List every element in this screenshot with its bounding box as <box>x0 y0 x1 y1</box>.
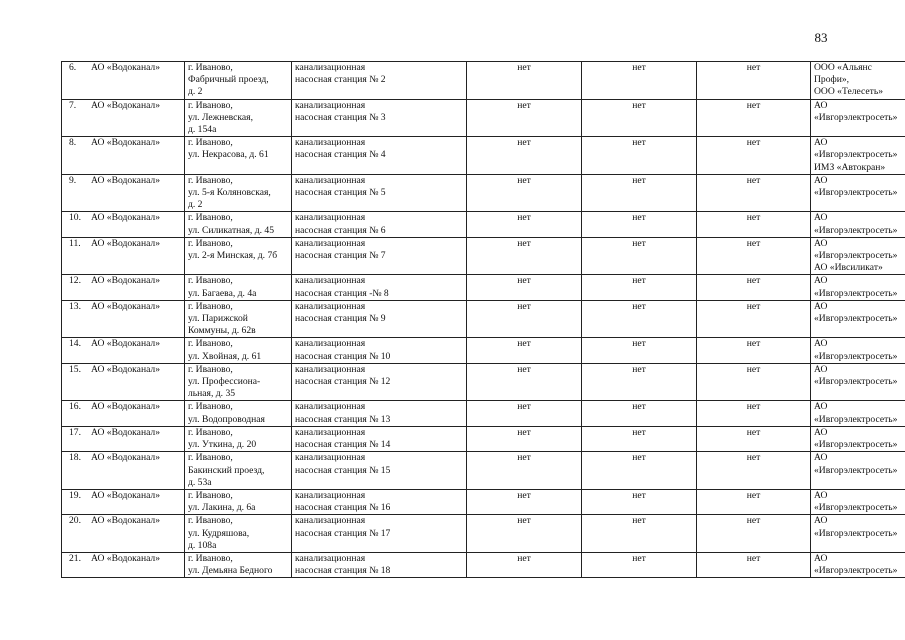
organization-cell-line: АО «Ивсиликат» <box>814 262 883 274</box>
organization-cell-line: АО <box>814 489 828 501</box>
row-number: 16. <box>69 401 81 413</box>
owner-name: АО «Водоканал» <box>91 552 161 564</box>
owner-name: АО «Водоканал» <box>91 515 161 527</box>
object-cell-line: канализационная <box>295 99 366 111</box>
organization-cell-line: «Ивгорэлектросеть» <box>814 287 898 299</box>
value-cell-2: нет <box>582 237 697 275</box>
object-cell-line: канализационная <box>295 300 366 312</box>
object-cell-line: насосная станция № 3 <box>295 111 386 123</box>
address-cell <box>185 452 292 490</box>
organization-cell-line: АО <box>814 300 828 312</box>
object-cell-line: канализационная <box>295 552 366 564</box>
value-cell-1: нет <box>467 426 582 451</box>
value-cell-1: нет <box>467 237 582 275</box>
organization-cell-line: «Ивгорэлектросеть» <box>814 350 898 362</box>
table-row <box>62 363 905 401</box>
organization-cell <box>811 401 905 426</box>
address-cell-line: ул. Профессиона- <box>188 376 261 388</box>
value-cell-3: нет <box>697 338 811 363</box>
table-row <box>62 426 905 451</box>
row-number: 12. <box>69 275 81 287</box>
stations-table <box>61 61 905 578</box>
organization-cell <box>811 237 905 275</box>
table-row <box>62 137 905 175</box>
owner-cell <box>62 426 185 451</box>
organization-cell-line: АО <box>814 99 828 111</box>
address-cell-line: льная, д. 35 <box>188 388 236 400</box>
value-cell-3: нет <box>697 137 811 175</box>
value-cell-3: нет <box>697 515 811 553</box>
address-cell-line: д. 2 <box>188 199 203 211</box>
organization-cell-line: АО <box>814 212 828 224</box>
organization-cell-line: «Ивгорэлектросеть» <box>814 413 898 425</box>
table-body <box>62 62 905 578</box>
address-cell-line: Фабричный проезд, <box>188 74 269 86</box>
address-cell <box>185 338 292 363</box>
value-cell-2: нет <box>582 300 697 338</box>
organization-cell <box>811 275 905 300</box>
organization-cell-line: Профи», <box>814 74 850 86</box>
address-cell-line: г. Иваново, <box>188 137 233 149</box>
organization-cell <box>811 515 905 553</box>
owner-cell <box>62 552 185 577</box>
value-cell-3: нет <box>697 99 811 137</box>
owner-name: АО «Водоканал» <box>91 452 161 464</box>
value-cell-3: нет <box>697 275 811 300</box>
object-cell-line: насосная станция -№ 8 <box>295 287 389 299</box>
organization-cell <box>811 452 905 490</box>
value-cell-3: нет <box>697 237 811 275</box>
organization-cell-line: АО <box>814 426 828 438</box>
address-cell <box>185 363 292 401</box>
owner-cell <box>62 363 185 401</box>
address-cell-line: ул. Лежневская, <box>188 111 253 123</box>
table-row <box>62 275 905 300</box>
organization-cell <box>811 62 905 100</box>
object-cell <box>292 452 467 490</box>
organization-cell <box>811 552 905 577</box>
object-cell <box>292 62 467 100</box>
address-cell <box>185 99 292 137</box>
object-cell-line: канализационная <box>295 137 366 149</box>
organization-cell-line: АО <box>814 401 828 413</box>
address-cell <box>185 401 292 426</box>
owner-cell <box>62 300 185 338</box>
owner-name: АО «Водоканал» <box>91 275 161 287</box>
organization-cell-line: «Ивгорэлектросеть» <box>814 464 898 476</box>
organization-cell-line: «Ивгорэлектросеть» <box>814 376 898 388</box>
value-cell-2: нет <box>582 452 697 490</box>
object-cell-line: насосная станция № 14 <box>295 439 391 451</box>
address-cell <box>185 62 292 100</box>
organization-cell-line: ИМЗ «Автокран» <box>814 161 886 173</box>
address-cell <box>185 237 292 275</box>
address-cell-line: г. Иваново, <box>188 174 233 186</box>
address-cell-line: г. Иваново, <box>188 489 233 501</box>
owner-name: АО «Водоканал» <box>91 212 161 224</box>
object-cell-line: насосная станция № 12 <box>295 376 391 388</box>
value-cell-3: нет <box>697 300 811 338</box>
organization-cell-line: АО <box>814 275 828 287</box>
address-cell <box>185 489 292 514</box>
owner-cell <box>62 137 185 175</box>
address-cell-line: ул. Демьяна Бедного <box>188 565 273 577</box>
value-cell-1: нет <box>467 99 582 137</box>
address-cell <box>185 275 292 300</box>
table-row <box>62 300 905 338</box>
row-number: 18. <box>69 452 81 464</box>
organization-cell <box>811 489 905 514</box>
table-row <box>62 401 905 426</box>
owner-cell <box>62 237 185 275</box>
value-cell-3: нет <box>697 426 811 451</box>
organization-cell <box>811 300 905 338</box>
owner-cell <box>62 338 185 363</box>
owner-name: АО «Водоканал» <box>91 174 161 186</box>
address-cell-line: г. Иваново, <box>188 99 233 111</box>
address-cell-line: г. Иваново, <box>188 212 233 224</box>
organization-cell <box>811 137 905 175</box>
value-cell-1: нет <box>467 401 582 426</box>
address-cell-line: ул. Лакина, д. 6а <box>188 502 256 514</box>
owner-cell <box>62 515 185 553</box>
organization-cell <box>811 363 905 401</box>
value-cell-3: нет <box>697 174 811 212</box>
address-cell-line: д. 53а <box>188 476 212 488</box>
object-cell-line: канализационная <box>295 237 366 249</box>
address-cell-line: г. Иваново, <box>188 426 233 438</box>
value-cell-3: нет <box>697 401 811 426</box>
owner-name: АО «Водоканал» <box>91 137 161 149</box>
value-cell-2: нет <box>582 99 697 137</box>
object-cell-line: канализационная <box>295 212 366 224</box>
organization-cell-line: АО <box>814 338 828 350</box>
value-cell-1: нет <box>467 552 582 577</box>
organization-cell-line: «Ивгорэлектросеть» <box>814 565 898 577</box>
object-cell-line: насосная станция № 6 <box>295 224 386 236</box>
row-number: 9. <box>69 174 77 186</box>
value-cell-1: нет <box>467 174 582 212</box>
organization-cell-line: «Ивгорэлектросеть» <box>814 527 898 539</box>
row-number: 19. <box>69 489 81 501</box>
object-cell-line: насосная станция № 15 <box>295 464 391 476</box>
organization-cell-line: «Ивгорэлектросеть» <box>814 313 898 325</box>
address-cell-line: ул. Водопроводная <box>188 413 265 425</box>
page-number: 83 <box>814 30 828 45</box>
address-cell-line: ул. 5-я Коляновская, <box>188 187 271 199</box>
address-cell-line: г. Иваново, <box>188 275 233 287</box>
address-cell-line: ул. 2-я Минская, д. 7б <box>188 250 278 262</box>
object-cell-line: насосная станция № 7 <box>295 250 386 262</box>
organization-cell-line: АО <box>814 452 828 464</box>
organization-cell-line: АО <box>814 174 828 186</box>
organization-cell-line: ООО «Телесеть» <box>814 86 884 98</box>
value-cell-3: нет <box>697 212 811 237</box>
address-cell-line: г. Иваново, <box>188 452 233 464</box>
table-row <box>62 515 905 553</box>
value-cell-2: нет <box>582 363 697 401</box>
organization-cell-line: АО <box>814 552 828 564</box>
address-cell-line: г. Иваново, <box>188 552 233 564</box>
address-cell-line: г. Иваново, <box>188 62 233 73</box>
value-cell-2: нет <box>582 426 697 451</box>
value-cell-2: нет <box>582 515 697 553</box>
value-cell-1: нет <box>467 62 582 100</box>
object-cell <box>292 300 467 338</box>
owner-cell <box>62 174 185 212</box>
organization-cell <box>811 174 905 212</box>
object-cell-line: насосная станция № 10 <box>295 350 391 362</box>
row-number: 21. <box>69 552 81 564</box>
object-cell-line: канализационная <box>295 489 366 501</box>
object-cell-line: насосная станция № 5 <box>295 187 386 199</box>
object-cell-line: насосная станция № 17 <box>295 527 391 539</box>
address-cell-line: ул. Хвойная, д. 61 <box>188 350 262 362</box>
value-cell-2: нет <box>582 401 697 426</box>
owner-cell <box>62 99 185 137</box>
owner-name: АО «Водоканал» <box>91 62 161 73</box>
table-row <box>62 62 905 100</box>
address-cell <box>185 300 292 338</box>
object-cell-line: канализационная <box>295 338 366 350</box>
value-cell-1: нет <box>467 363 582 401</box>
organization-cell <box>811 426 905 451</box>
table-row <box>62 237 905 275</box>
owner-cell <box>62 275 185 300</box>
object-cell <box>292 338 467 363</box>
owner-cell <box>62 452 185 490</box>
object-cell-line: канализационная <box>295 275 366 287</box>
object-cell <box>292 174 467 212</box>
organization-cell-line: «Ивгорэлектросеть» <box>814 439 898 451</box>
object-cell-line: насосная станция № 18 <box>295 565 391 577</box>
organization-cell-line: АО <box>814 363 828 375</box>
table-row <box>62 338 905 363</box>
address-cell-line: г. Иваново, <box>188 401 233 413</box>
value-cell-1: нет <box>467 275 582 300</box>
address-cell <box>185 174 292 212</box>
row-number: 11. <box>69 237 81 249</box>
object-cell-line: канализационная <box>295 363 366 375</box>
address-cell-line: г. Иваново, <box>188 515 233 527</box>
owner-cell <box>62 62 185 100</box>
address-cell <box>185 515 292 553</box>
table-row <box>62 452 905 490</box>
object-cell-line: канализационная <box>295 515 366 527</box>
row-number: 10. <box>69 212 81 224</box>
owner-cell <box>62 401 185 426</box>
value-cell-2: нет <box>582 338 697 363</box>
organization-cell-line: АО <box>814 515 828 527</box>
object-cell-line: насосная станция № 4 <box>295 149 386 161</box>
organization-cell-line: «Ивгорэлектросеть» <box>814 149 898 161</box>
value-cell-3: нет <box>697 62 811 100</box>
address-cell-line: Коммуны, д. 62в <box>188 325 256 337</box>
owner-name: АО «Водоканал» <box>91 426 161 438</box>
value-cell-2: нет <box>582 552 697 577</box>
value-cell-2: нет <box>582 212 697 237</box>
row-number: 7. <box>69 99 77 111</box>
object-cell-line: канализационная <box>295 401 366 413</box>
value-cell-2: нет <box>582 275 697 300</box>
organization-cell-line: АО <box>814 137 828 149</box>
object-cell <box>292 363 467 401</box>
row-number: 15. <box>69 363 81 375</box>
object-cell <box>292 401 467 426</box>
address-cell <box>185 426 292 451</box>
organization-cell <box>811 212 905 237</box>
address-cell-line: ул. Некрасова, д. 61 <box>188 149 269 161</box>
object-cell-line: канализационная <box>295 174 366 186</box>
table-row <box>62 489 905 514</box>
object-cell <box>292 237 467 275</box>
value-cell-1: нет <box>467 489 582 514</box>
address-cell-line: д. 2 <box>188 86 203 98</box>
value-cell-2: нет <box>582 174 697 212</box>
value-cell-1: нет <box>467 515 582 553</box>
address-cell-line: ул. Уткина, д. 20 <box>188 439 257 451</box>
object-cell-line: канализационная <box>295 452 366 464</box>
table-row <box>62 552 905 577</box>
table-row <box>62 99 905 137</box>
address-cell-line: ул. Кудряшова, <box>188 527 250 539</box>
object-cell <box>292 489 467 514</box>
row-number: 13. <box>69 300 81 312</box>
organization-cell-line: «Ивгорэлектросеть» <box>814 502 898 514</box>
row-number: 17. <box>69 426 81 438</box>
address-cell-line: ул. Багаева, д. 4а <box>188 287 257 299</box>
owner-name: АО «Водоканал» <box>91 363 161 375</box>
object-cell <box>292 137 467 175</box>
address-cell <box>185 552 292 577</box>
table-row <box>62 174 905 212</box>
row-number: 14. <box>69 338 81 350</box>
object-cell <box>292 99 467 137</box>
row-number: 20. <box>69 515 81 527</box>
address-cell-line: г. Иваново, <box>188 300 233 312</box>
table-row <box>62 212 905 237</box>
address-cell-line: д. 154а <box>188 124 217 136</box>
object-cell-line: канализационная <box>295 426 366 438</box>
object-cell <box>292 212 467 237</box>
object-cell <box>292 552 467 577</box>
value-cell-1: нет <box>467 212 582 237</box>
value-cell-1: нет <box>467 338 582 363</box>
object-cell <box>292 426 467 451</box>
object-cell <box>292 275 467 300</box>
object-cell-line: насосная станция № 2 <box>295 74 386 86</box>
value-cell-1: нет <box>467 137 582 175</box>
owner-name: АО «Водоканал» <box>91 300 161 312</box>
object-cell <box>292 515 467 553</box>
address-cell-line: ул. Силикатная, д. 45 <box>188 224 275 236</box>
value-cell-2: нет <box>582 489 697 514</box>
value-cell-1: нет <box>467 452 582 490</box>
row-number: 6. <box>69 62 77 73</box>
value-cell-1: нет <box>467 300 582 338</box>
address-cell-line: г. Иваново, <box>188 338 233 350</box>
address-cell-line: г. Иваново, <box>188 237 233 249</box>
value-cell-3: нет <box>697 363 811 401</box>
organization-cell-line: «Ивгорэлектросеть» <box>814 187 898 199</box>
owner-name: АО «Водоканал» <box>91 338 161 350</box>
address-cell <box>185 137 292 175</box>
object-cell-line: канализационная <box>295 62 366 73</box>
owner-name: АО «Водоканал» <box>91 237 161 249</box>
object-cell-line: насосная станция № 16 <box>295 502 391 514</box>
value-cell-3: нет <box>697 489 811 514</box>
object-cell-line: насосная станция № 9 <box>295 313 386 325</box>
owner-name: АО «Водоканал» <box>91 401 161 413</box>
organization-cell-line: «Ивгорэлектросеть» <box>814 111 898 123</box>
organization-cell-line: ООО «Альянс <box>814 62 872 73</box>
owner-cell <box>62 489 185 514</box>
address-cell-line: ул. Парижской <box>188 313 248 325</box>
row-number: 8. <box>69 137 77 149</box>
value-cell-3: нет <box>697 552 811 577</box>
object-cell-line: насосная станция № 13 <box>295 413 391 425</box>
organization-cell-line: «Ивгорэлектросеть» <box>814 224 898 236</box>
organization-cell-line: АО <box>814 237 828 249</box>
organization-cell <box>811 99 905 137</box>
address-cell <box>185 212 292 237</box>
owner-name: АО «Водоканал» <box>91 489 161 501</box>
address-cell-line: г. Иваново, <box>188 363 233 375</box>
owner-cell <box>62 212 185 237</box>
value-cell-2: нет <box>582 137 697 175</box>
address-cell-line: Бакинский проезд, <box>188 464 265 476</box>
organization-cell-line: «Ивгорэлектросеть» <box>814 250 898 262</box>
value-cell-2: нет <box>582 62 697 100</box>
value-cell-3: нет <box>697 452 811 490</box>
owner-name: АО «Водоканал» <box>91 99 161 111</box>
address-cell-line: д. 108а <box>188 539 217 551</box>
organization-cell <box>811 338 905 363</box>
